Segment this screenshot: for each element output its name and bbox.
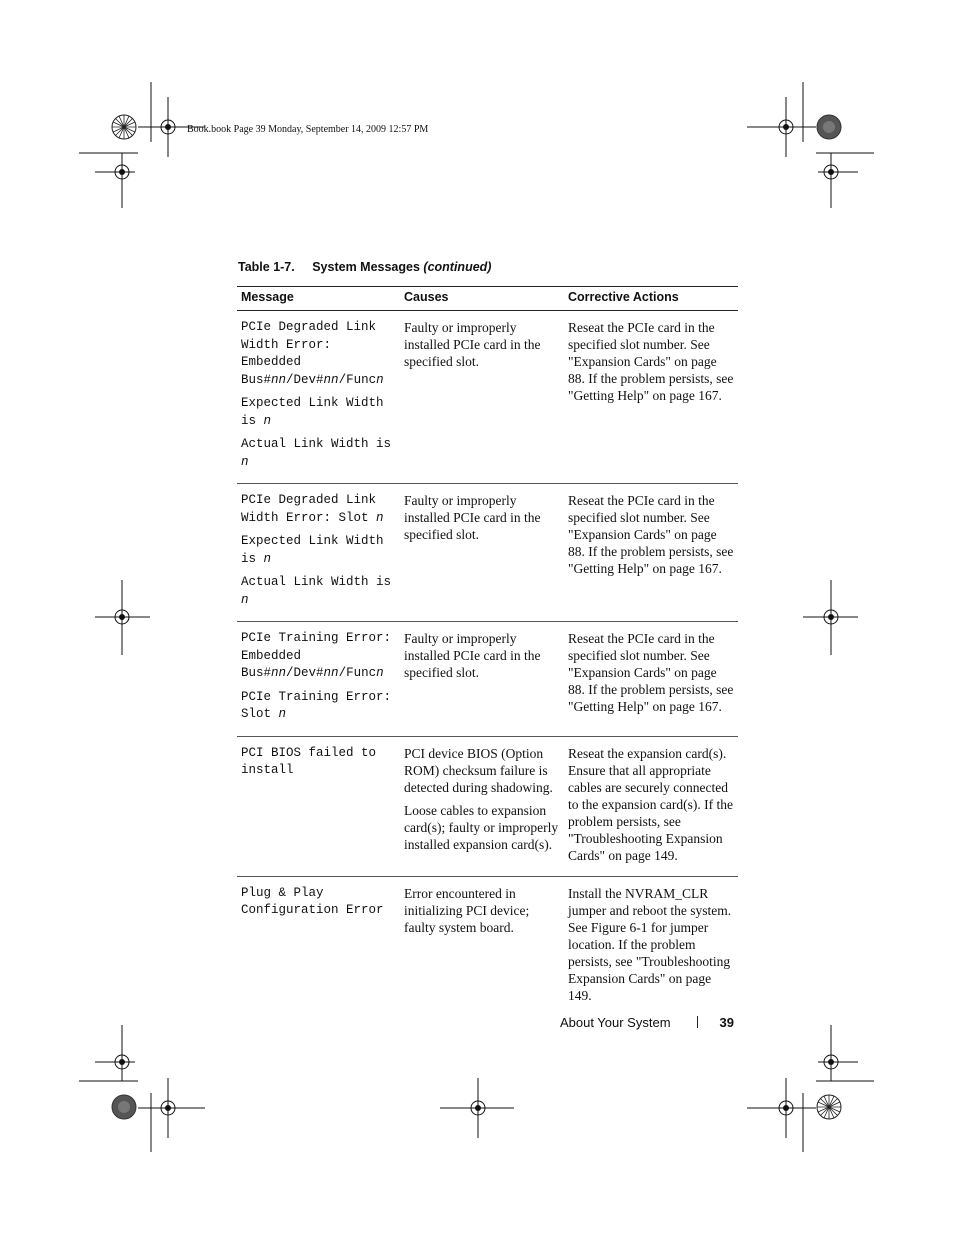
message-code (241, 533, 396, 568)
causes-cell (400, 876, 564, 1016)
message-text: Plug & Play Configuration Error (241, 885, 384, 917)
message-variable: n (263, 413, 272, 428)
message-text: /Func (338, 666, 377, 680)
actions-cell (564, 484, 738, 622)
message-text: PCIe Degraded Link Width Error: Embedded Bus# (241, 320, 377, 387)
system-messages-table (237, 286, 738, 1016)
cause-text: Loose cables to expansion card(s); faulty or improperly installed expansion card(s). (404, 802, 559, 852)
message-text: /Dev# (286, 666, 324, 680)
action-text: Install the NVRAM_CLR jumper and reboot the system. See Figure 6-1 for jumper location. If the problem persists, see "Troubleshooting Expansion Cards" on page 149. (568, 885, 732, 1003)
message-variable: nn (323, 666, 339, 680)
message-code (241, 630, 396, 683)
table-row (237, 736, 738, 876)
message-code (241, 319, 396, 389)
table-number: Table 1-7. (238, 260, 295, 274)
message-text: PCIe Degraded Link Width Error: Slot (241, 493, 377, 525)
table-title: System Messages (312, 260, 420, 274)
header-message: Message (237, 287, 400, 311)
message-code (241, 689, 396, 724)
message-cell (237, 311, 400, 484)
message-text: PCI BIOS failed to install (241, 745, 377, 777)
message-variable: n (278, 707, 287, 721)
message-cell (237, 876, 400, 1016)
message-cell (237, 736, 400, 876)
message-variable: nn (271, 372, 287, 387)
message-variable: n (376, 510, 384, 525)
message-variable: n (241, 454, 249, 469)
message-variable: n (263, 551, 272, 566)
page-number: 39 (719, 1015, 734, 1030)
table-header-row (237, 287, 738, 311)
message-code (241, 574, 396, 609)
action-text: Reseat the PCIe card in the specified slot number. See "Expansion Cards" on page 88. If the problem persists, see "Getting Help" on page 167. (568, 320, 734, 403)
cause-text: Faulty or improperly installed PCIe card in the specified slot. (404, 493, 541, 542)
footer-section-title: About Your System (559, 1015, 671, 1030)
message-text: /Func (338, 372, 377, 387)
message-text: PCIe Training Error: Slot (241, 689, 392, 721)
page-footer (560, 1015, 734, 1030)
cause-text: PCI device BIOS (Option ROM) checksum failure is detected during shadowing. (404, 745, 553, 795)
message-text: Expected Link Width is (241, 396, 384, 428)
message-text: Actual Link Width is (241, 437, 392, 451)
message-text: PCIe Training Error: Embedded Bus# (241, 631, 392, 680)
message-variable: n (376, 372, 384, 387)
table-row (237, 876, 738, 1016)
message-text: Expected Link Width is (241, 534, 384, 566)
message-code (241, 745, 396, 780)
cause-text: Error encountered in initializing PCI device; faulty system board. (404, 885, 530, 935)
message-variable: n (376, 666, 384, 680)
action-text: Reseat the PCIe card in the specified slot number. See "Expansion Cards" on page 88. If the problem persists, see "Getting Help" on page 167. (568, 631, 734, 714)
message-code (241, 492, 396, 527)
message-code (241, 395, 396, 430)
action-text: Reseat the expansion card(s). Ensure that all appropriate cables are securely connected to the expansion card(s). If the problem persists, see "Troubleshooting Expansion Cards" on page 149. (568, 745, 733, 863)
message-code (241, 436, 396, 471)
actions-cell (564, 876, 738, 1016)
cause-text: Faulty or improperly installed PCIe card in the specified slot. (404, 631, 541, 680)
cause-text: Faulty or improperly installed PCIe card in the specified slot. (404, 320, 541, 369)
causes-cell (400, 484, 564, 622)
message-variable: nn (323, 372, 339, 387)
footer-separator (697, 1016, 698, 1028)
table-row (237, 484, 738, 622)
header-corrective-actions: Corrective Actions (564, 287, 738, 311)
actions-cell (564, 622, 738, 737)
message-code (241, 885, 396, 920)
causes-cell (400, 736, 564, 876)
header-causes: Causes (400, 287, 564, 311)
message-cell (237, 484, 400, 622)
action-text: Reseat the PCIe card in the specified slot number. See "Expansion Cards" on page 88. If the problem persists, see "Getting Help" on page 167. (568, 493, 734, 576)
message-cell (237, 622, 400, 737)
message-variable: nn (271, 666, 287, 680)
message-text: Actual Link Width is (241, 575, 392, 589)
causes-cell (400, 311, 564, 484)
message-text: /Dev# (286, 372, 324, 387)
causes-cell (400, 622, 564, 737)
actions-cell (564, 311, 738, 484)
print-slug: Book.book Page 39 Monday, September 14, 2009 12:57 PM (187, 124, 429, 135)
table-caption (238, 260, 491, 274)
actions-cell (564, 736, 738, 876)
table-continued: (continued) (423, 260, 492, 274)
table-row (237, 622, 738, 737)
table-row (237, 311, 738, 484)
message-variable: n (241, 592, 249, 607)
